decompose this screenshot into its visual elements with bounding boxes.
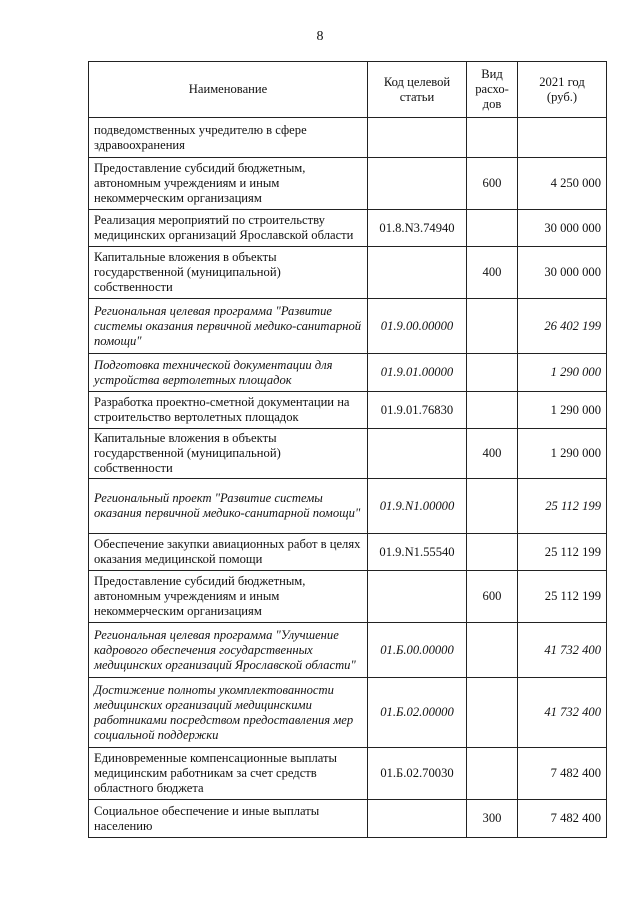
row-sum-cell: 41 732 400	[518, 678, 607, 748]
row-code-cell	[368, 429, 467, 479]
row-name-cell: Социальное обеспечение и иные выплаты населению	[89, 800, 368, 838]
table-row	[89, 623, 607, 678]
row-type-cell: 600	[467, 158, 518, 210]
row-sum-cell	[518, 118, 607, 158]
table-row	[89, 534, 607, 571]
row-sum-cell: 1 290 000	[518, 392, 607, 429]
table-row	[89, 479, 607, 534]
table-row	[89, 429, 607, 479]
row-type-cell: 400	[467, 247, 518, 299]
row-type-cell	[467, 534, 518, 571]
table-header-row	[89, 62, 607, 118]
row-name-cell: Предоставление субсидий бюджетным, автономным учреждениям и иным некоммерческим организациям	[89, 571, 368, 623]
table-row	[89, 210, 607, 247]
row-type-cell	[467, 678, 518, 748]
row-code-cell	[368, 800, 467, 838]
row-sum-cell: 30 000 000	[518, 247, 607, 299]
row-type-cell	[467, 479, 518, 534]
row-name-cell: Реализация мероприятий по строительству медицинских организаций Ярославской области	[89, 210, 368, 247]
row-code-cell: 01.9.01.00000	[368, 354, 467, 392]
row-sum-cell: 26 402 199	[518, 299, 607, 354]
budget-table	[88, 61, 607, 838]
header-type: Вид расхо-дов	[467, 62, 518, 118]
table-row	[89, 247, 607, 299]
row-code-cell: 01.9.01.76830	[368, 392, 467, 429]
table-row	[89, 392, 607, 429]
row-sum-cell: 41 732 400	[518, 623, 607, 678]
row-code-cell: 01.9.N1.00000	[368, 479, 467, 534]
row-name-cell: Предоставление субсидий бюджетным, автономным учреждениям и иным некоммерческим организациям	[89, 158, 368, 210]
row-type-cell: 300	[467, 800, 518, 838]
row-type-cell	[467, 392, 518, 429]
row-type-cell	[467, 623, 518, 678]
row-name-cell: подведомственных учредителю в сфере здравоохранения	[89, 118, 368, 158]
table-row	[89, 571, 607, 623]
row-name-cell: Региональная целевая программа "Улучшение кадрового обеспечения государственных медицинских организаций Ярославской области"	[89, 623, 368, 678]
page-number: 8	[316, 29, 324, 44]
row-type-cell: 400	[467, 429, 518, 479]
header-code: Код целевой статьи	[368, 62, 467, 118]
row-name-cell: Обеспечение закупки авиационных работ в целях оказания медицинской помощи	[89, 534, 368, 571]
table-row	[89, 158, 607, 210]
row-name-cell: Региональный проект "Развитие системы оказания первичной медико-санитарной помощи"	[89, 479, 368, 534]
row-sum-cell: 25 112 199	[518, 571, 607, 623]
row-name-cell: Подготовка технической документации для устройства вертолетных площадок	[89, 354, 368, 392]
row-sum-cell: 30 000 000	[518, 210, 607, 247]
row-sum-cell: 25 112 199	[518, 479, 607, 534]
row-name-cell: Капитальные вложения в объекты государственной (муниципальной) собственности	[89, 429, 368, 479]
row-type-cell: 600	[467, 571, 518, 623]
row-name-cell: Капитальные вложения в объекты государственной (муниципальной) собственности	[89, 247, 368, 299]
table-row	[89, 354, 607, 392]
table-row	[89, 800, 607, 838]
row-sum-cell: 1 290 000	[518, 429, 607, 479]
row-name-cell: Единовременные компенсационные выплаты медицинским работникам за счет средств областного бюджета	[89, 748, 368, 800]
row-code-cell: 01.8.N3.74940	[368, 210, 467, 247]
row-type-cell	[467, 118, 518, 158]
row-code-cell	[368, 158, 467, 210]
row-sum-cell: 7 482 400	[518, 748, 607, 800]
header-name: Наименование	[89, 62, 368, 118]
row-code-cell: 01.Б.02.70030	[368, 748, 467, 800]
header-sum: 2021 год (руб.)	[518, 62, 607, 118]
table-row	[89, 118, 607, 158]
row-code-cell: 01.9.00.00000	[368, 299, 467, 354]
table-row	[89, 748, 607, 800]
row-type-cell	[467, 354, 518, 392]
table-row	[89, 678, 607, 748]
table-row	[89, 299, 607, 354]
row-type-cell	[467, 748, 518, 800]
row-sum-cell: 1 290 000	[518, 354, 607, 392]
row-name-cell: Достижение полноты укомплектованности медицинских организаций медицинскими работниками посредством предоставления мер социальной поддержки	[89, 678, 368, 748]
row-sum-cell: 4 250 000	[518, 158, 607, 210]
row-code-cell: 01.Б.02.00000	[368, 678, 467, 748]
table-body	[89, 118, 607, 838]
row-sum-cell: 25 112 199	[518, 534, 607, 571]
row-type-cell	[467, 299, 518, 354]
row-code-cell	[368, 118, 467, 158]
row-code-cell	[368, 571, 467, 623]
row-name-cell: Региональная целевая программа "Развитие системы оказания первичной медико-санитарной помощи"	[89, 299, 368, 354]
row-sum-cell: 7 482 400	[518, 800, 607, 838]
row-name-cell: Разработка проектно-сметной документации на строительство вертолетных площадок	[89, 392, 368, 429]
row-type-cell	[467, 210, 518, 247]
row-code-cell: 01.9.N1.55540	[368, 534, 467, 571]
row-code-cell: 01.Б.00.00000	[368, 623, 467, 678]
row-code-cell	[368, 247, 467, 299]
